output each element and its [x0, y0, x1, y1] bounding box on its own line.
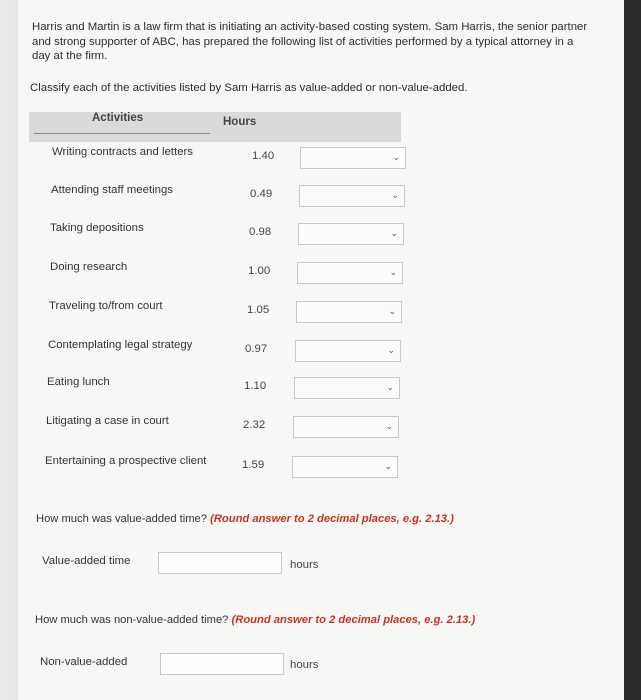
value-added-input[interactable]: [158, 552, 282, 574]
value-added-label: Value-added time: [42, 555, 131, 567]
non-value-added-unit: hours: [290, 659, 319, 671]
header-underline: [34, 133, 210, 134]
chevron-down-icon: ⌄: [387, 345, 395, 355]
question-text: How much was non-value-added time?: [35, 614, 232, 626]
rounding-hint: (Round answer to 2 decimal places, e.g. 2.13.): [210, 513, 454, 525]
column-header-activities: Activities: [92, 112, 144, 124]
chevron-down-icon: ⌄: [390, 228, 398, 238]
classification-dropdown[interactable]: [297, 262, 403, 284]
classification-dropdown[interactable]: [299, 185, 405, 207]
classification-dropdown[interactable]: [292, 456, 398, 478]
non-value-added-label: Non-value-added: [40, 656, 128, 668]
non-value-added-input[interactable]: [160, 653, 284, 675]
classification-dropdown[interactable]: [295, 340, 401, 362]
activity-label: Attending staff meetings: [51, 184, 173, 196]
column-header-hours: Hours: [223, 116, 257, 128]
rounding-hint: (Round answer to 2 decimal places, e.g. 2.13.): [231, 614, 476, 626]
hours-value: 1.59: [242, 459, 265, 471]
hours-value: 0.49: [250, 188, 273, 200]
chevron-down-icon: ⌄: [385, 421, 393, 431]
activity-label: Contemplating legal strategy: [48, 339, 193, 351]
non-value-added-question: [35, 614, 475, 626]
hours-value: 0.98: [249, 226, 272, 238]
instruction-text: Classify each of the activities listed by Sam Harris as value-added or non-value-added.: [30, 82, 468, 94]
intro-text: Harris and Martin is a law firm that is initiating an activity-based costing system. Sam Harris, the senior partner and strong supporter of ABC, has prepared the following list of activities performed by a typical attorney in a day at the firm.: [32, 21, 588, 62]
classification-dropdown[interactable]: [293, 416, 399, 438]
hours-value: 2.32: [243, 419, 266, 431]
activity-label: Writing contracts and letters: [52, 146, 193, 158]
activity-label: Entertaining a prospective client: [45, 455, 207, 467]
activity-label: Doing research: [50, 261, 128, 273]
question-text: How much was value-added time?: [36, 513, 211, 525]
chevron-down-icon: ⌄: [391, 190, 399, 200]
hours-value: 0.97: [245, 343, 268, 355]
hours-value: 1.40: [252, 150, 275, 162]
hours-value: 1.00: [248, 265, 271, 277]
hours-value: 1.05: [247, 304, 270, 316]
classification-dropdown[interactable]: [298, 223, 404, 245]
activity-label: Taking depositions: [50, 222, 144, 234]
activity-label: Eating lunch: [47, 376, 110, 388]
value-added-unit: hours: [290, 559, 319, 571]
classification-dropdown[interactable]: [294, 377, 400, 399]
classification-dropdown[interactable]: [296, 301, 402, 323]
chevron-down-icon: ⌄: [392, 152, 400, 162]
activity-label: Traveling to/from court: [49, 300, 163, 312]
table-header: [29, 112, 401, 142]
chevron-down-icon: ⌄: [388, 306, 396, 316]
value-added-question: [36, 513, 454, 525]
chevron-down-icon: ⌄: [384, 461, 392, 471]
hours-value: 1.10: [244, 380, 267, 392]
activity-label: Litigating a case in court: [46, 415, 169, 427]
chevron-down-icon: ⌄: [386, 382, 394, 392]
scrollbar-track[interactable]: [624, 0, 641, 700]
chevron-down-icon: ⌄: [389, 267, 397, 277]
classification-dropdown[interactable]: [300, 147, 406, 169]
